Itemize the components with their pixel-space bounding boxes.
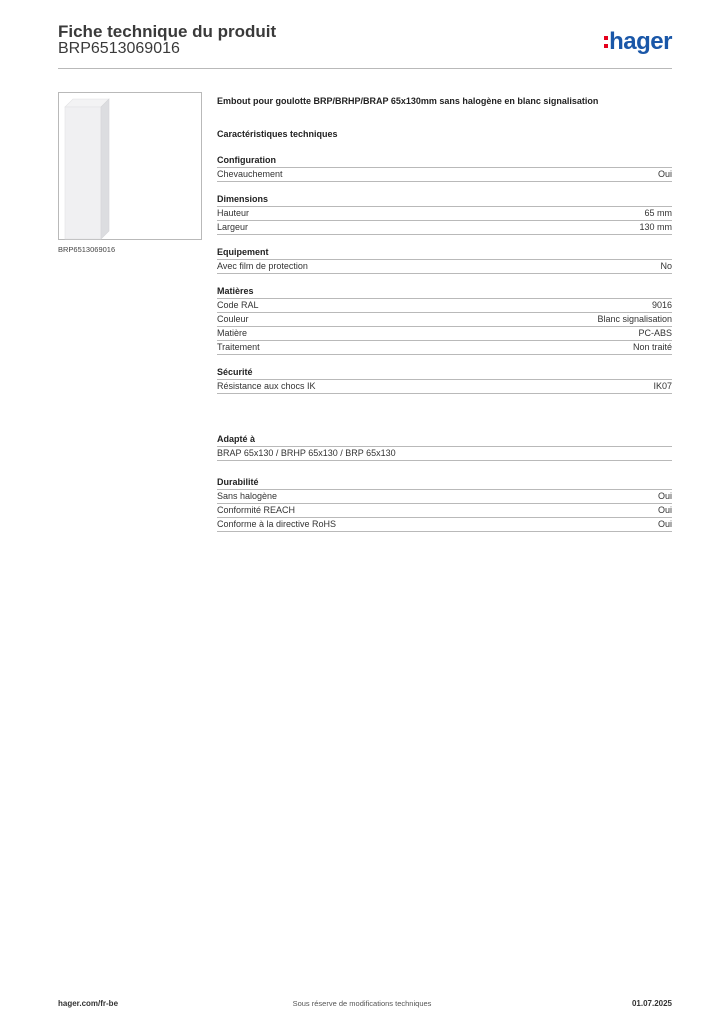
spec-row — [217, 168, 672, 182]
spec-label: Chevauchement — [217, 169, 283, 179]
document-title: Fiche technique du produit — [58, 22, 277, 41]
spec-row — [217, 327, 672, 341]
spec-value: PC-ABS — [638, 328, 672, 338]
spec-section — [217, 247, 672, 274]
spec-value: 9016 — [651, 300, 672, 310]
section-title: Durabilité — [217, 477, 672, 490]
footer-website: hager.com/fr-be — [58, 999, 119, 1008]
spec-value: No — [660, 261, 672, 271]
section-title: Configuration — [217, 155, 672, 168]
spec-label: Sans halogène — [217, 491, 278, 501]
spec-label: Traitement — [217, 342, 260, 352]
spec-label: Code RAL — [217, 300, 259, 310]
spec-label: Hauteur — [217, 208, 250, 218]
spec-value: 130 mm — [639, 222, 672, 232]
adapted-section — [217, 434, 672, 461]
section-title: Equipement — [217, 247, 672, 260]
spec-row — [217, 299, 672, 313]
spec-label: Couleur — [217, 314, 249, 324]
spec-value: Oui — [657, 505, 672, 515]
spec-value: Oui — [657, 169, 672, 179]
section-title: Sécurité — [217, 367, 672, 380]
product-description: Embout pour goulotte BRP/BRHP/BRAP 65x130mm sans halogène en blanc signalisation — [217, 96, 599, 106]
section-title: Matières — [217, 286, 672, 299]
spec-sections — [217, 155, 672, 394]
spec-value: IK07 — [653, 381, 672, 391]
spec-label: Conforme à la directive RoHS — [217, 519, 337, 529]
spec-row — [217, 490, 672, 504]
durability-section — [217, 477, 672, 532]
spec-value: Blanc signalisation — [597, 314, 672, 324]
characteristics-heading: Caractéristiques techniques — [217, 129, 338, 139]
logo-text: hager — [609, 28, 672, 55]
spec-row — [217, 518, 672, 532]
spec-value: Oui — [657, 519, 672, 529]
logo-dots-icon — [604, 36, 608, 48]
spec-label: Conformité REACH — [217, 505, 296, 515]
spec-section — [217, 194, 672, 235]
spec-row — [217, 504, 672, 518]
spec-label: BRAP 65x130 / BRHP 65x130 / BRP 65x130 — [217, 448, 396, 458]
spec-row — [217, 341, 672, 355]
spec-row — [217, 380, 672, 394]
spec-row — [217, 313, 672, 327]
section-title: Adapté à — [217, 434, 672, 447]
spec-value: Non traité — [632, 342, 672, 352]
footer-notice: Sous réserve de modifications techniques — [292, 999, 432, 1008]
spec-row — [217, 207, 672, 221]
spec-section — [217, 155, 672, 182]
hager-logo — [604, 28, 672, 56]
product-reference: BRP6513069016 — [58, 40, 180, 57]
image-caption: BRP6513069016 — [58, 245, 116, 254]
product-image — [58, 92, 202, 240]
spec-content — [217, 96, 672, 532]
spec-value: Oui — [657, 491, 672, 501]
section-title: Dimensions — [217, 194, 672, 207]
spec-section — [217, 286, 672, 355]
spec-section — [217, 367, 672, 394]
spec-label: Largeur — [217, 222, 249, 232]
footer-date: 01.07.2025 — [631, 999, 672, 1008]
spec-label: Matière — [217, 328, 248, 338]
spec-label: Résistance aux chocs IK — [217, 381, 316, 391]
spec-label: Avec film de protection — [217, 261, 308, 271]
spec-row — [217, 447, 672, 461]
end-cap-product-icon — [59, 93, 203, 241]
spec-row — [217, 260, 672, 274]
header-divider — [58, 68, 672, 69]
spec-value: 65 mm — [644, 208, 672, 218]
spec-row — [217, 221, 672, 235]
